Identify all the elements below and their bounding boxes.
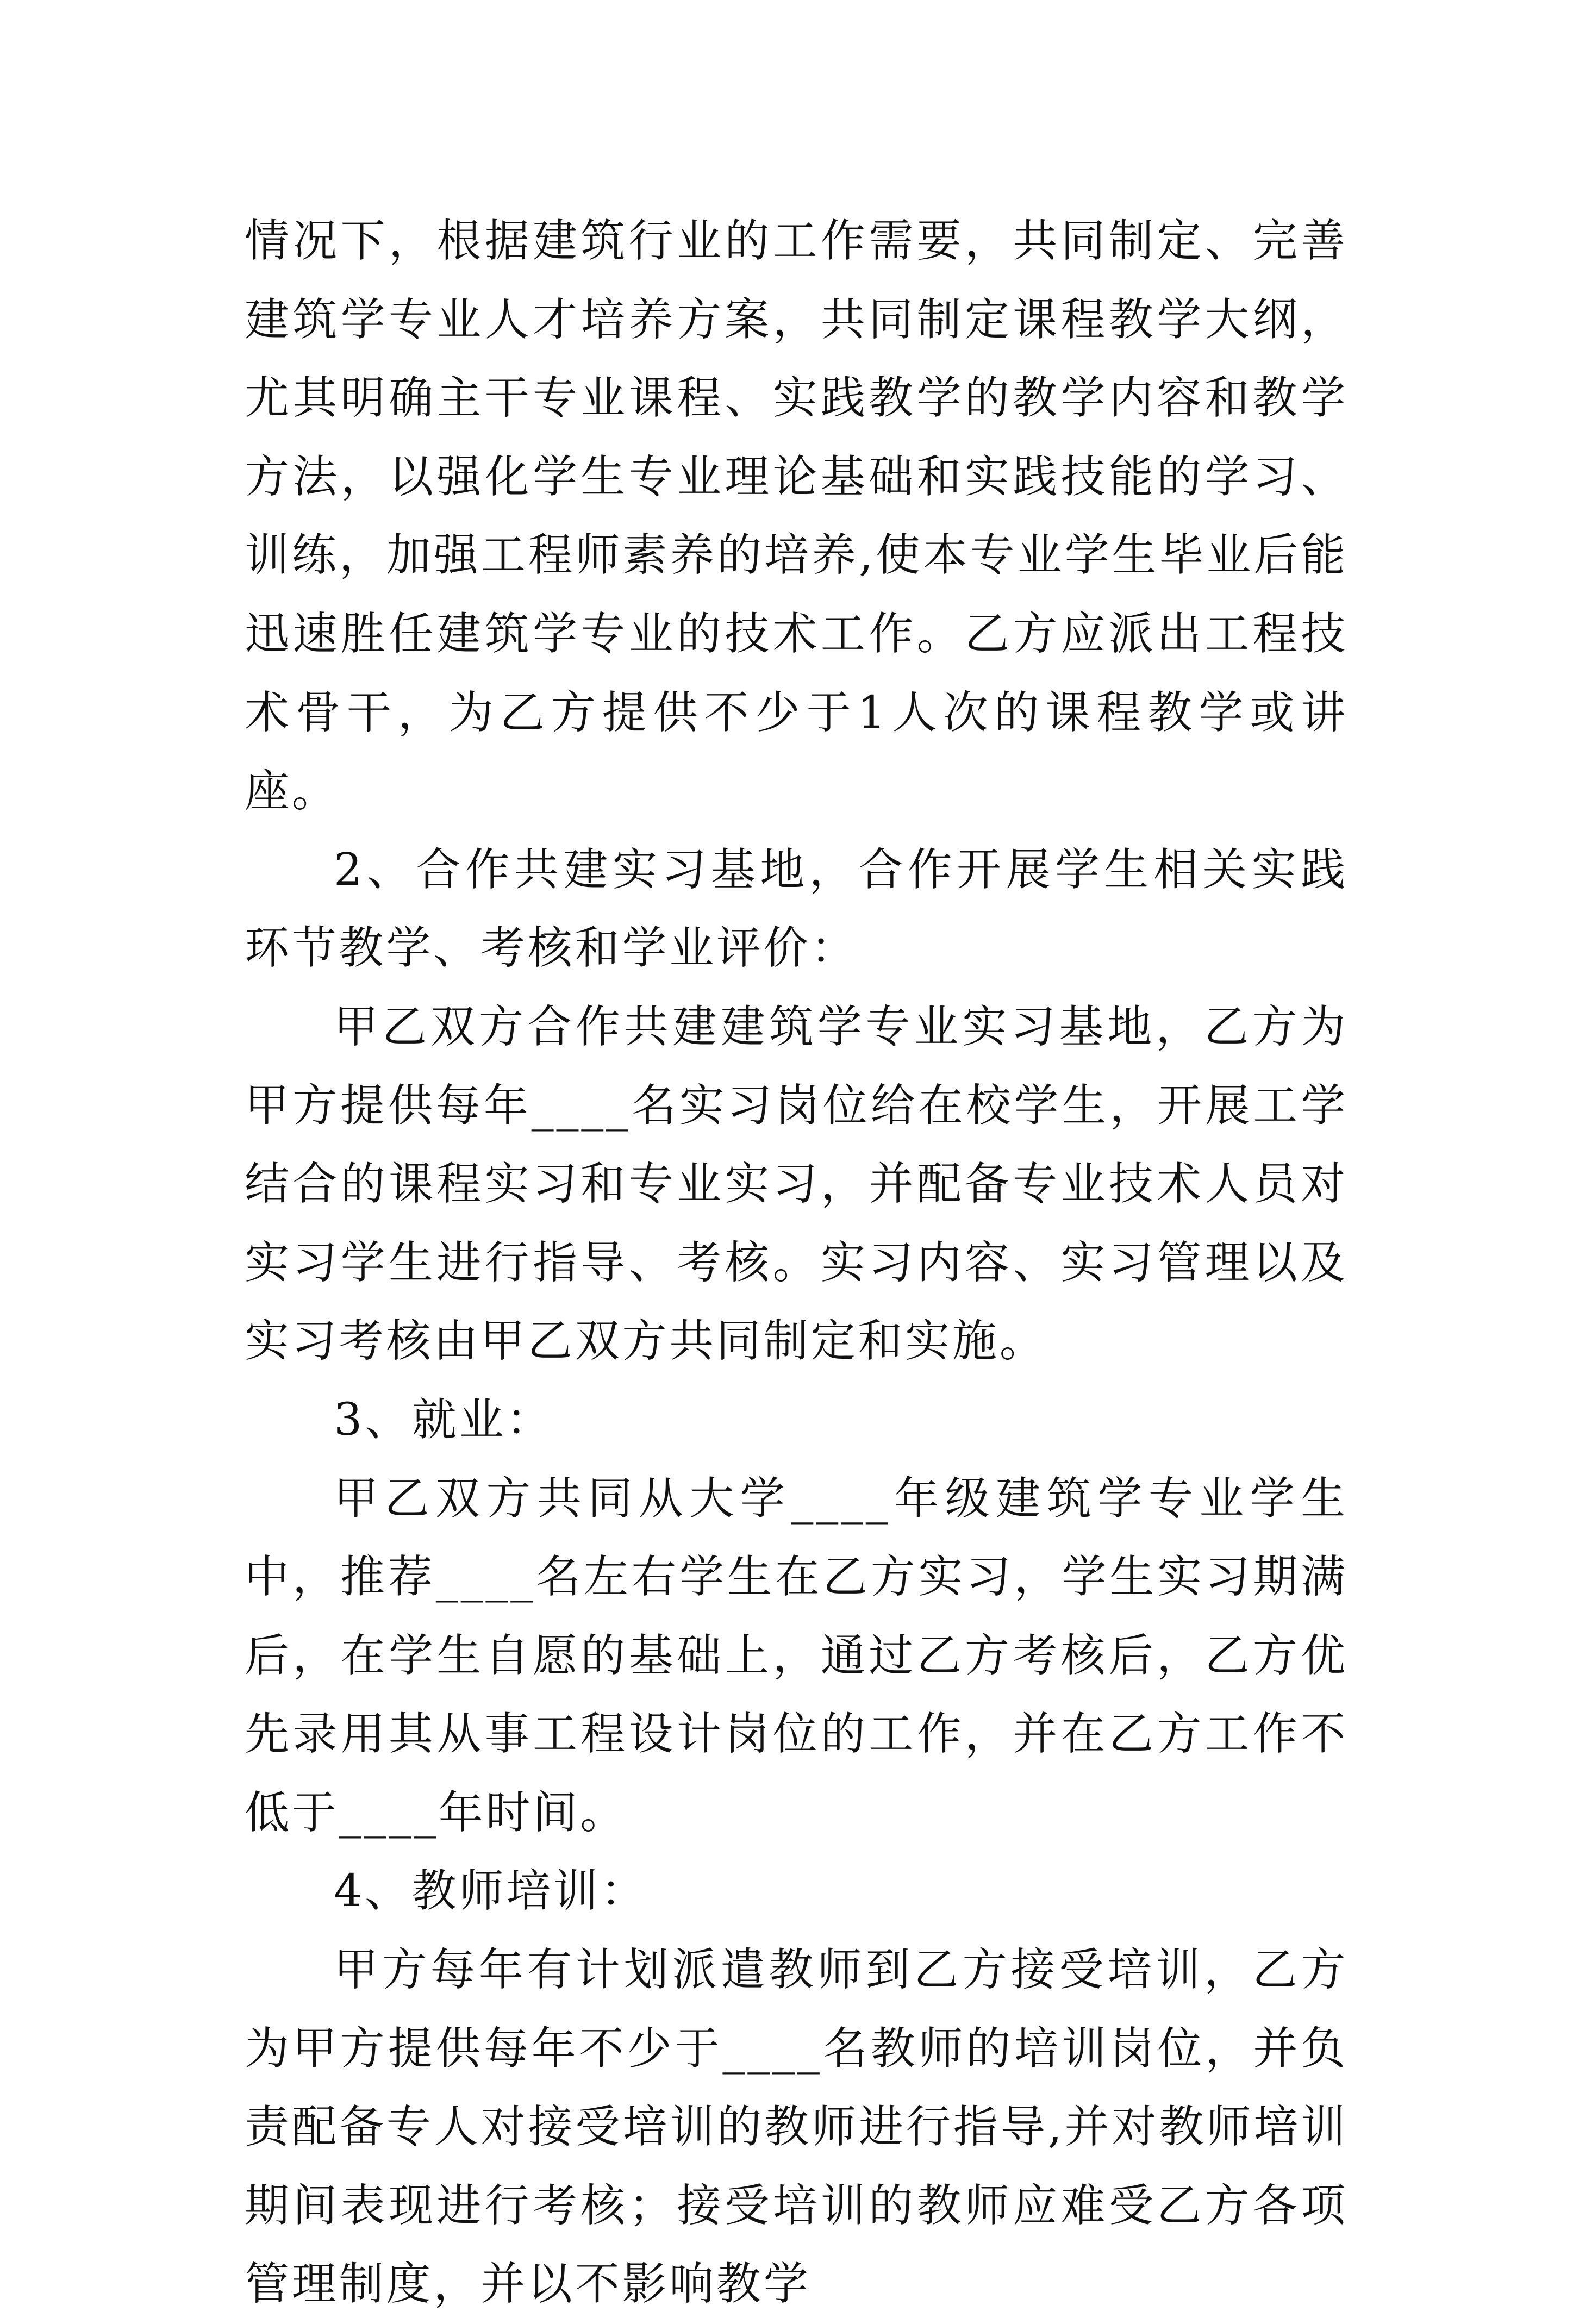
- document-body: [245, 202, 1348, 2324]
- section-heading-internship-base: 2、合作共建实习基地，合作开展学生相关实践环节教学、考核和学业评价：: [245, 844, 1348, 974]
- section-heading-teacher-training: 4、教师培训：: [334, 1865, 648, 1917]
- paragraph-teacher-training: 甲方每年有计划派遣教师到乙方接受培训，乙方为甲方提供每年不少于____名教师的培训岗位，并负责配备专人对接受培训的教师进行指导,并对教师培训期间表现进行考核；接受培训的教师应难受乙方各项管理制度，并以不影响教学: [245, 1944, 1348, 2310]
- paragraph-internship-base: 甲乙双方合作共建建筑学专业实习基地，乙方为甲方提供每年____名实习岗位给在校学生，开展工学结合的课程实习和专业实习，并配备专业技术人员对实习学生进行指导、考核。实习内容、实习管理以及实习考核由甲乙双方共同制定和实施。: [245, 1001, 1348, 1367]
- paragraph-employment: 甲乙双方共同从大学____年级建筑学专业学生中，推荐____名左右学生在乙方实习，学生实习期满后，在学生自愿的基础上，通过乙方考核后，乙方优先录用其从事工程设计岗位的工作，并在乙方工作不低于____年时间。: [245, 1472, 1348, 1839]
- section-heading-employment: 3、就业：: [334, 1394, 554, 1446]
- paragraph-continuation: 情况下，根据建筑行业的工作需要，共同制定、完善建筑学专业人才培养方案，共同制定课程教学大纲，尤其明确主干专业课程、实践教学的教学内容和教学方法，以强化学生专业理论基础和实践技能的学习、训练，加强工程师素养的培养,使本专业学生毕业后能迅速胜任建筑学专业的技术工作。乙方应派出工程技术骨干，为乙方提供不少于1人次的课程教学或讲座。: [245, 215, 1348, 817]
